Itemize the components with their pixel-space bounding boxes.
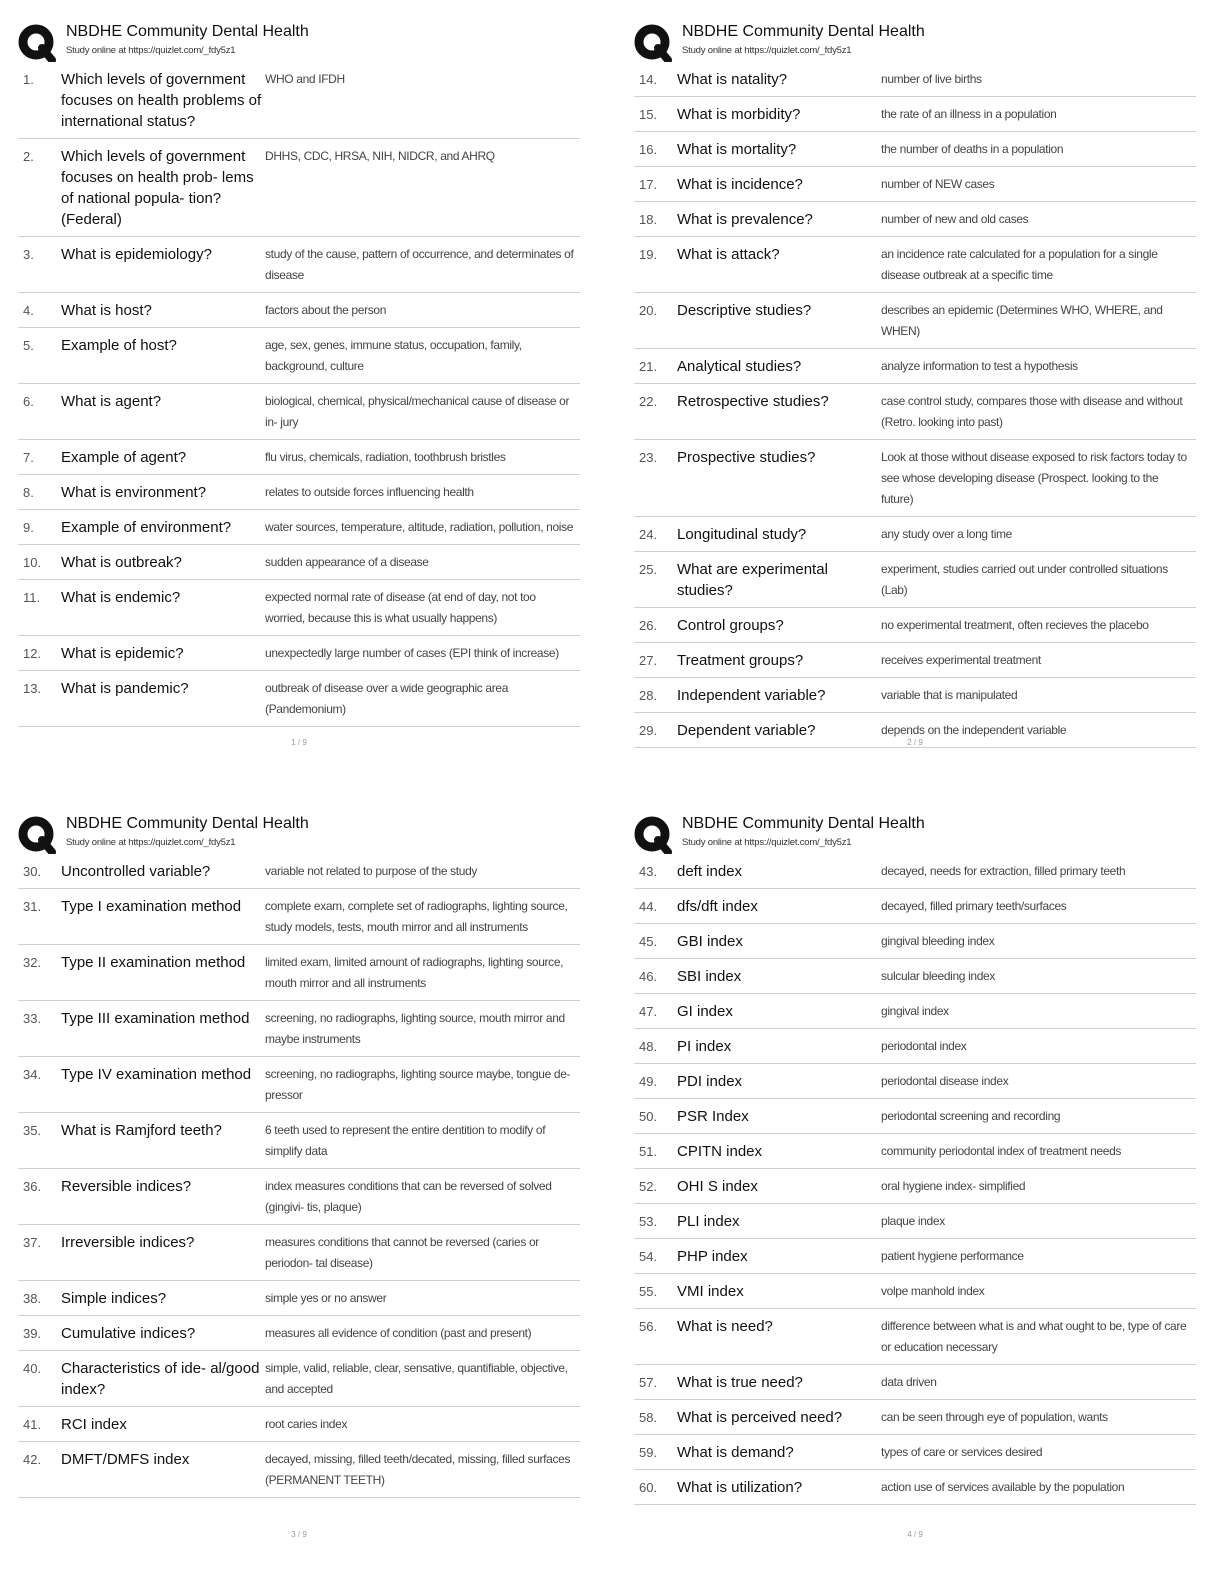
card-definition: measures conditions that cannot be reversed (caries or periodon- tal disease)	[265, 1225, 580, 1281]
card-term: What is epidemiology?	[61, 237, 265, 293]
flashcard-row	[18, 1442, 580, 1498]
flashcard-row	[18, 62, 580, 139]
flashcard-row	[634, 517, 1196, 552]
flashcard-row	[634, 643, 1196, 678]
card-term: Irreversible indices?	[61, 1225, 265, 1281]
card-number: 42.	[18, 1442, 61, 1498]
flashcard-row	[634, 97, 1196, 132]
page-title: NBDHE Community Dental Health	[66, 23, 309, 40]
card-definition: simple yes or no answer	[265, 1281, 580, 1316]
study-link[interactable]: Study online at https://quizlet.com/_fdy5z1	[682, 837, 852, 848]
card-definition: number of NEW cases	[881, 167, 1196, 202]
card-term: What is demand?	[677, 1435, 881, 1470]
card-definition: can be seen through eye of population, wants	[881, 1400, 1196, 1435]
flashcard-row	[18, 139, 580, 237]
card-number: 32.	[18, 945, 61, 1001]
card-definition: volpe manhold index	[881, 1274, 1196, 1309]
card-definition: decayed, needs for extraction, filled primary teeth	[881, 854, 1196, 889]
card-number: 1.	[18, 62, 61, 139]
card-definition: biological, chemical, physical/mechanical cause of disease or in- jury	[265, 384, 580, 440]
card-term: PLI index	[677, 1204, 881, 1239]
quizlet-logo-icon	[634, 24, 672, 62]
flashcard-row	[634, 1239, 1196, 1274]
quizlet-logo-icon	[18, 24, 56, 62]
flashcard-row	[18, 237, 580, 293]
card-definition: decayed, missing, filled teeth/decated, missing, filled surfaces (PERMANENT TEETH)	[265, 1442, 580, 1498]
flashcard-row	[634, 994, 1196, 1029]
card-number: 50.	[634, 1099, 677, 1134]
card-definition: number of new and old cases	[881, 202, 1196, 237]
card-term: SBI index	[677, 959, 881, 994]
card-number: 43.	[634, 854, 677, 889]
card-term: Type III examination method	[61, 1001, 265, 1057]
study-link[interactable]: Study online at https://quizlet.com/_fdy5z1	[66, 837, 236, 848]
card-definition: sulcular bleeding index	[881, 959, 1196, 994]
card-term: What is agent?	[61, 384, 265, 440]
card-definition: data driven	[881, 1365, 1196, 1400]
card-definition: DHHS, CDC, HRSA, NIH, NIDCR, and AHRQ	[265, 139, 580, 237]
page-footer: 4 / 9	[907, 1530, 923, 1539]
card-definition: root caries index	[265, 1407, 580, 1442]
card-number: 37.	[18, 1225, 61, 1281]
card-term: Which levels of government focuses on health prob- lems of national popula- tion? (Federal)	[61, 139, 265, 237]
card-number: 22.	[634, 384, 677, 440]
card-number: 26.	[634, 608, 677, 643]
card-number: 21.	[634, 349, 677, 384]
page-2	[634, 18, 1196, 748]
card-definition: screening, no radiographs, lighting source maybe, tongue de- pressor	[265, 1057, 580, 1113]
card-term: PDI index	[677, 1064, 881, 1099]
card-term: What is epidemic?	[61, 636, 265, 671]
page-title: NBDHE Community Dental Health	[66, 815, 309, 832]
flashcard-row	[634, 384, 1196, 440]
card-number: 33.	[18, 1001, 61, 1057]
flashcard-row	[18, 1407, 580, 1442]
card-term: deft index	[677, 854, 881, 889]
card-term: dfs/dft index	[677, 889, 881, 924]
card-definition: variable that is manipulated	[881, 678, 1196, 713]
card-number: 44.	[634, 889, 677, 924]
card-number: 14.	[634, 62, 677, 97]
card-definition: index measures conditions that can be reversed of solved (gingivi- tis, plaque)	[265, 1169, 580, 1225]
card-definition: complete exam, complete set of radiographs, lighting source, study models, tests, mouth mirror and all instruments	[265, 889, 580, 945]
card-number: 34.	[18, 1057, 61, 1113]
card-number: 54.	[634, 1239, 677, 1274]
card-definition: relates to outside forces influencing health	[265, 475, 580, 510]
card-term: What is incidence?	[677, 167, 881, 202]
card-term: RCI index	[61, 1407, 265, 1442]
card-term: What is morbidity?	[677, 97, 881, 132]
card-term: Simple indices?	[61, 1281, 265, 1316]
card-number: 55.	[634, 1274, 677, 1309]
card-term: Type I examination method	[61, 889, 265, 945]
card-number: 15.	[634, 97, 677, 132]
flashcard-row	[18, 440, 580, 475]
card-number: 23.	[634, 440, 677, 517]
page-footer: 1 / 9	[291, 738, 307, 747]
card-term: DMFT/DMFS index	[61, 1442, 265, 1498]
flashcard-row	[634, 552, 1196, 608]
card-term: Analytical studies?	[677, 349, 881, 384]
card-definition: limited exam, limited amount of radiographs, lighting source, mouth mirror and all instruments	[265, 945, 580, 1001]
card-number: 51.	[634, 1134, 677, 1169]
flashcard-row	[634, 889, 1196, 924]
card-definition: study of the cause, pattern of occurrence, and determinates of disease	[265, 237, 580, 293]
card-number: 41.	[18, 1407, 61, 1442]
flashcard-row	[18, 636, 580, 671]
card-term: What is need?	[677, 1309, 881, 1365]
card-number: 25.	[634, 552, 677, 608]
flashcard-row	[634, 924, 1196, 959]
card-definition: 6 teeth used to represent the entire dentition to modify of simplify data	[265, 1113, 580, 1169]
card-number: 6.	[18, 384, 61, 440]
card-term: What are experimental studies?	[677, 552, 881, 608]
card-term: What is Ramjford teeth?	[61, 1113, 265, 1169]
study-link[interactable]: Study online at https://quizlet.com/_fdy5z1	[66, 45, 236, 56]
card-number: 53.	[634, 1204, 677, 1239]
page-title: NBDHE Community Dental Health	[682, 815, 925, 832]
card-term: What is host?	[61, 293, 265, 328]
card-number: 35.	[18, 1113, 61, 1169]
card-term: VMI index	[677, 1274, 881, 1309]
flashcard-row	[634, 608, 1196, 643]
flashcard-row	[634, 1400, 1196, 1435]
flashcard-row	[634, 1029, 1196, 1064]
flashcard-row	[634, 349, 1196, 384]
page-footer: 2 / 9	[907, 738, 923, 747]
flashcard-row	[634, 293, 1196, 349]
card-number: 52.	[634, 1169, 677, 1204]
flashcard-row	[634, 678, 1196, 713]
card-number: 16.	[634, 132, 677, 167]
flashcard-row	[634, 1134, 1196, 1169]
card-term: What is prevalence?	[677, 202, 881, 237]
flashcard-row	[18, 671, 580, 727]
card-definition: patient hygiene performance	[881, 1239, 1196, 1274]
card-definition: outbreak of disease over a wide geographic area (Pandemonium)	[265, 671, 580, 727]
card-term: What is true need?	[677, 1365, 881, 1400]
flashcard-row	[634, 440, 1196, 517]
card-definition: measures all evidence of condition (past and present)	[265, 1316, 580, 1351]
card-term: What is mortality?	[677, 132, 881, 167]
flashcard-table	[18, 854, 580, 1498]
card-number: 60.	[634, 1470, 677, 1505]
flashcard-row	[634, 132, 1196, 167]
card-term: What is natality?	[677, 62, 881, 97]
card-number: 49.	[634, 1064, 677, 1099]
card-term: What is pandemic?	[61, 671, 265, 727]
card-definition: the rate of an illness in a population	[881, 97, 1196, 132]
flashcard-row	[18, 1351, 580, 1407]
flashcard-row	[18, 889, 580, 945]
page-4	[634, 810, 1196, 1505]
flashcard-row	[634, 1470, 1196, 1505]
card-number: 40.	[18, 1351, 61, 1407]
card-definition: any study over a long time	[881, 517, 1196, 552]
flashcard-row	[18, 945, 580, 1001]
card-definition: flu virus, chemicals, radiation, toothbrush bristles	[265, 440, 580, 475]
card-number: 28.	[634, 678, 677, 713]
page-header	[18, 18, 580, 62]
card-number: 3.	[18, 237, 61, 293]
card-term: Prospective studies?	[677, 440, 881, 517]
card-number: 45.	[634, 924, 677, 959]
card-number: 19.	[634, 237, 677, 293]
flashcard-row	[634, 1274, 1196, 1309]
card-number: 47.	[634, 994, 677, 1029]
card-definition: plaque index	[881, 1204, 1196, 1239]
card-definition: Look at those without disease exposed to risk factors today to see whose developing disease (Prospect. looking to the future)	[881, 440, 1196, 517]
card-number: 30.	[18, 854, 61, 889]
card-number: 27.	[634, 643, 677, 678]
flashcard-table	[634, 854, 1196, 1505]
card-definition: unexpectedly large number of cases (EPI think of increase)	[265, 636, 580, 671]
card-definition: analyze information to test a hypothesis	[881, 349, 1196, 384]
flashcard-row	[18, 545, 580, 580]
quizlet-logo-icon	[634, 816, 672, 854]
card-number: 29.	[634, 713, 677, 748]
card-number: 13.	[18, 671, 61, 727]
card-term: Characteristics of ide- al/good index?	[61, 1351, 265, 1407]
flashcard-row	[634, 1204, 1196, 1239]
flashcard-row	[634, 1309, 1196, 1365]
card-term: GI index	[677, 994, 881, 1029]
flashcard-row	[18, 1057, 580, 1113]
card-definition: expected normal rate of disease (at end of day, not too worried, because this is what usually happens)	[265, 580, 580, 636]
card-term: Example of environment?	[61, 510, 265, 545]
card-definition: an incidence rate calculated for a population for a single disease outbreak at a specific time	[881, 237, 1196, 293]
flashcard-row	[634, 1365, 1196, 1400]
card-definition: variable not related to purpose of the study	[265, 854, 580, 889]
card-definition: screening, no radiographs, lighting source, mouth mirror and maybe instruments	[265, 1001, 580, 1057]
card-number: 48.	[634, 1029, 677, 1064]
card-definition: periodontal screening and recording	[881, 1099, 1196, 1134]
card-definition: simple, valid, reliable, clear, sensative, quantifiable, objective, and accepted	[265, 1351, 580, 1407]
card-number: 59.	[634, 1435, 677, 1470]
card-term: Treatment groups?	[677, 643, 881, 678]
card-definition: gingival index	[881, 994, 1196, 1029]
flashcard-row	[634, 1169, 1196, 1204]
flashcard-row	[18, 293, 580, 328]
card-number: 58.	[634, 1400, 677, 1435]
card-definition: WHO and IFDH	[265, 62, 580, 139]
card-number: 10.	[18, 545, 61, 580]
card-definition: action use of services available by the population	[881, 1470, 1196, 1505]
card-number: 11.	[18, 580, 61, 636]
card-term: PHP index	[677, 1239, 881, 1274]
card-term: Dependent variable?	[677, 713, 881, 748]
flashcard-row	[18, 1225, 580, 1281]
card-number: 5.	[18, 328, 61, 384]
page-footer: 3 / 9	[291, 1530, 307, 1539]
card-term: Descriptive studies?	[677, 293, 881, 349]
card-definition: water sources, temperature, altitude, radiation, pollution, noise	[265, 510, 580, 545]
flashcard-table	[18, 62, 580, 727]
card-term: PSR Index	[677, 1099, 881, 1134]
card-term: Type II examination method	[61, 945, 265, 1001]
flashcard-row	[18, 1316, 580, 1351]
card-term: Type IV examination method	[61, 1057, 265, 1113]
flashcard-row	[634, 167, 1196, 202]
card-term: What is outbreak?	[61, 545, 265, 580]
card-term: What is environment?	[61, 475, 265, 510]
flashcard-row	[18, 1113, 580, 1169]
card-number: 39.	[18, 1316, 61, 1351]
page-1	[18, 18, 580, 727]
card-term: Control groups?	[677, 608, 881, 643]
flashcard-row	[634, 202, 1196, 237]
card-number: 38.	[18, 1281, 61, 1316]
flashcard-row	[18, 1281, 580, 1316]
card-definition: number of live births	[881, 62, 1196, 97]
card-definition: periodontal disease index	[881, 1064, 1196, 1099]
flashcard-row	[634, 237, 1196, 293]
page-title: NBDHE Community Dental Health	[682, 23, 925, 40]
card-term: What is perceived need?	[677, 1400, 881, 1435]
flashcard-row	[634, 1064, 1196, 1099]
flashcard-row	[18, 475, 580, 510]
card-number: 56.	[634, 1309, 677, 1365]
card-definition: no experimental treatment, often recieves the placebo	[881, 608, 1196, 643]
card-definition: describes an epidemic (Determines WHO, WHERE, and WHEN)	[881, 293, 1196, 349]
card-definition: difference between what is and what ought to be, type of care or education necessary	[881, 1309, 1196, 1365]
flashcard-row	[18, 328, 580, 384]
card-number: 17.	[634, 167, 677, 202]
flashcard-row	[18, 384, 580, 440]
study-link[interactable]: Study online at https://quizlet.com/_fdy5z1	[682, 45, 852, 56]
page-header	[18, 810, 580, 854]
card-term: PI index	[677, 1029, 881, 1064]
flashcard-table	[634, 62, 1196, 748]
card-number: 20.	[634, 293, 677, 349]
flashcard-row	[18, 510, 580, 545]
card-term: Example of agent?	[61, 440, 265, 475]
flashcard-row	[634, 959, 1196, 994]
card-term: GBI index	[677, 924, 881, 959]
card-term: Cumulative indices?	[61, 1316, 265, 1351]
flashcard-row	[18, 1001, 580, 1057]
card-definition: the number of deaths in a population	[881, 132, 1196, 167]
flashcard-row	[634, 854, 1196, 889]
page-3	[18, 810, 580, 1498]
card-number: 12.	[18, 636, 61, 671]
card-definition: sudden appearance of a disease	[265, 545, 580, 580]
card-term: What is attack?	[677, 237, 881, 293]
card-term: What is utilization?	[677, 1470, 881, 1505]
card-definition: decayed, filled primary teeth/surfaces	[881, 889, 1196, 924]
card-definition: depends on the independent variable	[881, 713, 1196, 748]
card-term: Reversible indices?	[61, 1169, 265, 1225]
card-term: What is endemic?	[61, 580, 265, 636]
page-header	[634, 18, 1196, 62]
card-term: Uncontrolled variable?	[61, 854, 265, 889]
flashcard-row	[18, 580, 580, 636]
card-definition: community periodontal index of treatment needs	[881, 1134, 1196, 1169]
card-term: CPITN index	[677, 1134, 881, 1169]
card-number: 57.	[634, 1365, 677, 1400]
card-number: 9.	[18, 510, 61, 545]
card-number: 46.	[634, 959, 677, 994]
card-term: Independent variable?	[677, 678, 881, 713]
card-definition: periodontal index	[881, 1029, 1196, 1064]
card-term: Retrospective studies?	[677, 384, 881, 440]
card-definition: case control study, compares those with disease and without (Retro. looking into past)	[881, 384, 1196, 440]
flashcard-row	[634, 1435, 1196, 1470]
card-number: 7.	[18, 440, 61, 475]
quizlet-logo-icon	[18, 816, 56, 854]
card-definition: experiment, studies carried out under controlled situations (Lab)	[881, 552, 1196, 608]
flashcard-row	[18, 854, 580, 889]
flashcard-row	[634, 62, 1196, 97]
card-number: 2.	[18, 139, 61, 237]
card-definition: gingival bleeding index	[881, 924, 1196, 959]
card-number: 24.	[634, 517, 677, 552]
page-header	[634, 810, 1196, 854]
card-term: Longitudinal study?	[677, 517, 881, 552]
card-definition: oral hygiene index- simplified	[881, 1169, 1196, 1204]
card-number: 31.	[18, 889, 61, 945]
card-number: 36.	[18, 1169, 61, 1225]
card-definition: factors about the person	[265, 293, 580, 328]
card-term: OHI S index	[677, 1169, 881, 1204]
card-number: 18.	[634, 202, 677, 237]
card-term: Which levels of government focuses on health problems of international status?	[61, 62, 265, 139]
flashcard-row	[634, 1099, 1196, 1134]
card-definition: receives experimental treatment	[881, 643, 1196, 678]
flashcard-row	[18, 1169, 580, 1225]
card-number: 8.	[18, 475, 61, 510]
card-number: 4.	[18, 293, 61, 328]
card-term: Example of host?	[61, 328, 265, 384]
card-definition: age, sex, genes, immune status, occupation, family, background, culture	[265, 328, 580, 384]
card-definition: types of care or services desired	[881, 1435, 1196, 1470]
